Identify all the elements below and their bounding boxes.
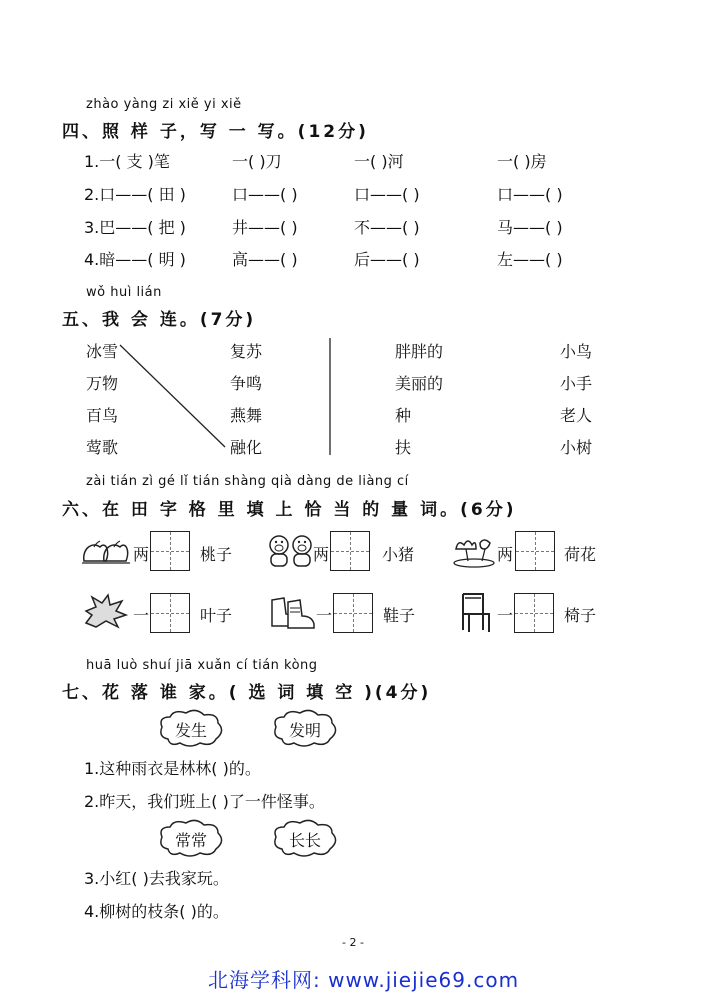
s6-item6-pre: 一 xyxy=(497,606,514,625)
s4-row3-col2: 井——( ) xyxy=(232,218,298,237)
s5-right2-item4: 小树 xyxy=(560,438,593,457)
section7-pinyin: huā luò shuí jiā xuǎn cí tián kòng xyxy=(86,658,318,673)
word-cloud-faming xyxy=(272,709,338,747)
s7-sentence3: 3.小红( )去我家玩。 xyxy=(84,869,229,888)
word-cloud-changchang2 xyxy=(272,819,338,857)
section4-title: 四、照 样 子，写 一 写。(12分) xyxy=(62,122,369,142)
section6-title: 六、在 田 字 格 里 填 上 恰 当 的 量 词。(6分) xyxy=(62,500,517,520)
s4-row4-col3: 后——( ) xyxy=(354,250,420,269)
s6-item4-box[interactable] xyxy=(150,593,190,633)
word-fasheng: 发生 xyxy=(174,721,207,740)
s6-item3-pre: 两 xyxy=(497,545,514,564)
s5-left2-item2: 争鸣 xyxy=(230,374,263,393)
section7-title: 七、花 落 谁 家。( 选 词 填 空 )(4分) xyxy=(62,683,432,703)
s6-item3-box[interactable] xyxy=(515,531,555,571)
s5-left1-item1: 冰雪 xyxy=(86,342,119,361)
s4-row1-col1: 1.一( 支 )笔 xyxy=(84,152,170,171)
s4-row1-col3: 一( )河 xyxy=(354,152,404,171)
shoe-icon xyxy=(268,592,318,632)
s6-item1-pre: 两 xyxy=(133,545,150,564)
peach-icon xyxy=(80,535,132,569)
pig-icon xyxy=(266,531,316,571)
word-cloud-fasheng xyxy=(158,709,224,747)
s5-left2-item4: 融化 xyxy=(230,438,263,457)
s4-row3-col4: 马——( ) xyxy=(497,218,563,237)
s5-right1-item4: 扶 xyxy=(395,438,412,457)
s4-row4-col4: 左——( ) xyxy=(497,250,563,269)
s4-row1-col2: 一( )刀 xyxy=(232,152,282,171)
word-faming: 发明 xyxy=(288,721,321,740)
s5-left2-item1: 复苏 xyxy=(230,342,263,361)
section5-title: 五、我 会 连。(7分) xyxy=(62,310,257,330)
chair-icon xyxy=(455,590,495,636)
s5-right2-item2: 小手 xyxy=(560,374,593,393)
s6-item1-box[interactable] xyxy=(150,531,190,571)
s5-left1-item3: 百鸟 xyxy=(86,406,119,425)
s5-left1-item4: 莺歌 xyxy=(86,438,119,457)
s5-right1-item3: 种 xyxy=(395,406,412,425)
leaf-icon xyxy=(82,593,128,629)
s6-item6-box[interactable] xyxy=(514,593,554,633)
s4-row3-col1: 3.巴——( 把 ) xyxy=(84,218,186,237)
word-changchang-long: 长长 xyxy=(288,831,321,850)
lotus-icon xyxy=(450,535,498,569)
section4-pinyin: zhào yàng zi xiě yi xiě xyxy=(86,97,242,112)
matching-lines xyxy=(0,0,707,470)
s6-item5-pre: 一 xyxy=(316,606,333,625)
s6-item3-post: 荷花 xyxy=(564,545,597,564)
s4-row2-col4: 口——( ) xyxy=(497,185,563,204)
s4-row2-col3: 口——( ) xyxy=(354,185,420,204)
s4-row3-col3: 不——( ) xyxy=(354,218,420,237)
s7-sentence1: 1.这种雨衣是林林( )的。 xyxy=(84,759,261,778)
s5-left1-item2: 万物 xyxy=(86,374,119,393)
s6-item4-post: 叶子 xyxy=(200,606,233,625)
s7-sentence2: 2.昨天，我们班上( )了一件怪事。 xyxy=(84,792,325,811)
s5-right2-item1: 小鸟 xyxy=(560,342,593,361)
s6-item5-post: 鞋子 xyxy=(383,606,416,625)
s5-left2-item3: 燕舞 xyxy=(230,406,263,425)
s4-row2-col2: 口——( ) xyxy=(232,185,298,204)
s5-right1-item2: 美丽的 xyxy=(395,374,444,393)
s6-item4-pre: 一 xyxy=(133,606,150,625)
s6-item1-post: 桃子 xyxy=(200,545,233,564)
s4-row4-col1: 4.暗——( 明 ) xyxy=(84,250,186,269)
s6-item5-box[interactable] xyxy=(333,593,373,633)
match-line xyxy=(120,345,225,447)
s4-row4-col2: 高——( ) xyxy=(232,250,298,269)
word-changchang: 常常 xyxy=(174,831,207,850)
s4-row2-col1: 2.口——( 田 ) xyxy=(84,185,186,204)
s7-sentence4: 4.柳树的枝条( )的。 xyxy=(84,902,229,921)
section5-pinyin: wǒ huì lián xyxy=(86,285,162,300)
s6-item6-post: 椅子 xyxy=(564,606,597,625)
s6-item2-box[interactable] xyxy=(330,531,370,571)
s6-item2-post: 小猪 xyxy=(382,545,415,564)
section6-pinyin: zài tián zì gé lǐ tián shàng qià dàng de liàng cí xyxy=(86,474,409,489)
word-cloud-changchang xyxy=(158,819,224,857)
s6-item2-pre: 两 xyxy=(313,545,330,564)
s4-row1-col4: 一( )房 xyxy=(497,152,547,171)
s5-right2-item3: 老人 xyxy=(560,406,593,425)
s5-right1-item1: 胖胖的 xyxy=(395,342,444,361)
page-number: - 2 - xyxy=(342,936,364,949)
footer-watermark: 北海学科网: www.jiejie69.com xyxy=(208,968,520,992)
